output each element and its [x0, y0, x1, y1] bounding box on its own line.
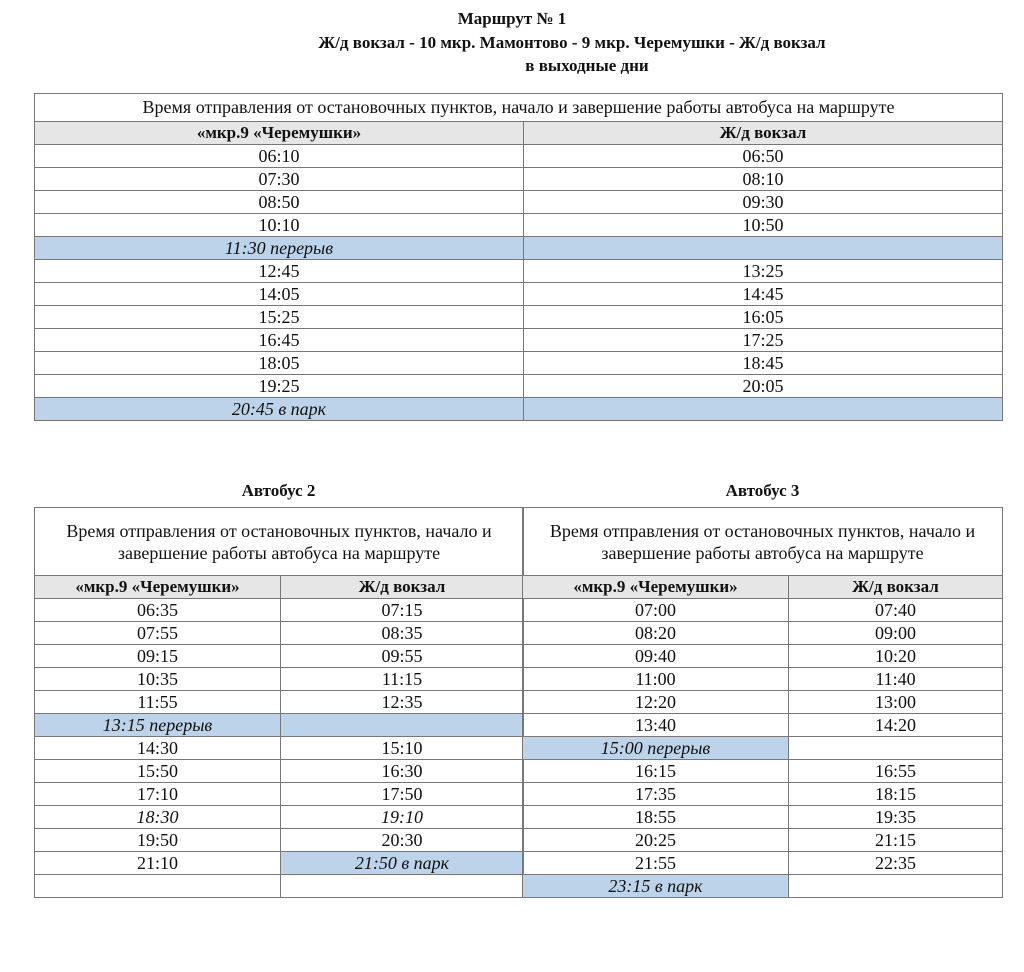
time-cell-cheremushki: 21:55: [523, 852, 789, 875]
column-header-cheremushki: «мкр.9 «Черемушки»: [35, 122, 524, 145]
route-title: Маршрут № 1: [457, 9, 567, 28]
column-header-cheremushki: «мкр.9 «Черемушки»: [523, 576, 789, 599]
table-row: [35, 737, 524, 760]
time-cell-cheremushki: [35, 875, 281, 898]
time-cell-station: 10:20: [789, 645, 1003, 668]
time-cell-station: 21:50 в парк: [281, 852, 524, 875]
time-cell-cheremushki: 20:25: [523, 829, 789, 852]
column-header-cheremushki: «мкр.9 «Черемушки»: [35, 576, 281, 599]
table-row: [35, 691, 524, 714]
table-row: [35, 783, 524, 806]
time-cell-cheremushki: 11:00: [523, 668, 789, 691]
time-cell-cheremushki: 14:05: [35, 283, 524, 306]
table-row: [35, 306, 1003, 329]
intro-cell: Время отправления от остановочных пунктов, начало и завершение работы автобуса на маршруте: [523, 508, 1003, 576]
table-row: [35, 714, 524, 737]
time-cell-cheremushki: 06:35: [35, 599, 281, 622]
time-cell-cheremushki: 11:30 перерыв: [35, 237, 524, 260]
time-cell-station: 11:15: [281, 668, 524, 691]
time-cell-station: 19:35: [789, 806, 1003, 829]
time-cell-station: 16:55: [789, 760, 1003, 783]
table-row: [523, 714, 1003, 737]
time-cell-station: 06:50: [524, 145, 1003, 168]
table-row: [523, 875, 1003, 898]
table-row: [35, 852, 524, 875]
time-cell-cheremushki: 17:10: [35, 783, 281, 806]
time-cell-station: 20:30: [281, 829, 524, 852]
table-row: [35, 806, 524, 829]
time-cell-station: 17:25: [524, 329, 1003, 352]
time-cell-cheremushki: 06:10: [35, 145, 524, 168]
time-cell-station: 16:30: [281, 760, 524, 783]
table-row: [35, 875, 524, 898]
time-cell-cheremushki: 15:50: [35, 760, 281, 783]
route-path: Ж/д вокзал - 10 мкр. Мамонтово - 9 мкр. Черемушки - Ж/д вокзал: [318, 33, 826, 52]
bus3-schedule-table: [522, 507, 1003, 898]
time-cell-station: 11:40: [789, 668, 1003, 691]
column-header-station: Ж/д вокзал: [789, 576, 1003, 599]
table-row: [35, 398, 1003, 421]
table-row: [35, 352, 1003, 375]
table-row: [35, 622, 524, 645]
time-cell-cheremushki: 08:20: [523, 622, 789, 645]
time-cell-station: [281, 875, 524, 898]
column-header-station: Ж/д вокзал: [524, 122, 1003, 145]
table-row: [35, 645, 524, 668]
table-row: [523, 829, 1003, 852]
time-cell-station: 09:30: [524, 191, 1003, 214]
table-row: [35, 145, 1003, 168]
header-row: [523, 576, 1003, 599]
time-cell-cheremushki: 21:10: [35, 852, 281, 875]
time-cell-cheremushki: 07:30: [35, 168, 524, 191]
time-cell-station: 14:20: [789, 714, 1003, 737]
bus2-schedule-table: [34, 507, 524, 898]
bus1-schedule-table: [34, 93, 1003, 421]
table-row: [35, 168, 1003, 191]
table-row: [35, 191, 1003, 214]
time-cell-station: 12:35: [281, 691, 524, 714]
intro-row: [523, 508, 1003, 576]
time-cell-cheremushki: 18:55: [523, 806, 789, 829]
table-row: [35, 329, 1003, 352]
time-cell-cheremushki: 18:05: [35, 352, 524, 375]
table-row: [35, 829, 524, 852]
table-row: [523, 622, 1003, 645]
time-cell-station: 09:55: [281, 645, 524, 668]
time-cell-station: 07:40: [789, 599, 1003, 622]
table-row: [523, 806, 1003, 829]
time-cell-station: [789, 875, 1003, 898]
table-row: [35, 760, 524, 783]
table-row: [523, 668, 1003, 691]
bus3-label: Автобус 3: [725, 481, 800, 500]
time-cell-cheremushki: 16:15: [523, 760, 789, 783]
time-cell-cheremushki: 13:40: [523, 714, 789, 737]
time-cell-station: 22:35: [789, 852, 1003, 875]
time-cell-cheremushki: 20:45 в парк: [35, 398, 524, 421]
time-cell-station: [524, 398, 1003, 421]
table-row: [35, 214, 1003, 237]
intro-row: [35, 94, 1003, 122]
time-cell-station: 16:05: [524, 306, 1003, 329]
time-cell-station: 08:35: [281, 622, 524, 645]
time-cell-station: 18:45: [524, 352, 1003, 375]
time-cell-station: [524, 237, 1003, 260]
time-cell-station: 20:05: [524, 375, 1003, 398]
table-row: [523, 737, 1003, 760]
table-row: [523, 783, 1003, 806]
route-days: в выходные дни: [525, 56, 649, 75]
table-row: [523, 760, 1003, 783]
table-row: [35, 283, 1003, 306]
time-cell-station: [789, 737, 1003, 760]
table-row: [35, 668, 524, 691]
header-row: [35, 576, 524, 599]
time-cell-cheremushki: 23:15 в парк: [523, 875, 789, 898]
time-cell-station: 17:50: [281, 783, 524, 806]
time-cell-cheremushki: 15:00 перерыв: [523, 737, 789, 760]
header-row: [35, 122, 1003, 145]
time-cell-cheremushki: 16:45: [35, 329, 524, 352]
table-row: [523, 852, 1003, 875]
bus2-label: Автобус 2: [241, 481, 316, 500]
time-cell-station: 14:45: [524, 283, 1003, 306]
time-cell-station: 13:00: [789, 691, 1003, 714]
intro-cell: Время отправления от остановочных пунктов, начало и завершение работы автобуса на маршруте: [35, 508, 524, 576]
time-cell-cheremushki: 15:25: [35, 306, 524, 329]
time-cell-cheremushki: 18:30: [35, 806, 281, 829]
time-cell-station: 13:25: [524, 260, 1003, 283]
time-cell-station: 18:15: [789, 783, 1003, 806]
time-cell-cheremushki: 07:55: [35, 622, 281, 645]
intro-row: [35, 508, 524, 576]
time-cell-cheremushki: 10:35: [35, 668, 281, 691]
time-cell-station: 19:10: [281, 806, 524, 829]
time-cell-cheremushki: 09:15: [35, 645, 281, 668]
table-row: [523, 599, 1003, 622]
time-cell-cheremushki: 12:20: [523, 691, 789, 714]
time-cell-cheremushki: 10:10: [35, 214, 524, 237]
intro-cell: Время отправления от остановочных пунктов, начало и завершение работы автобуса на маршруте: [35, 94, 1003, 122]
time-cell-station: 08:10: [524, 168, 1003, 191]
time-cell-station: 09:00: [789, 622, 1003, 645]
time-cell-station: 07:15: [281, 599, 524, 622]
time-cell-cheremushki: 12:45: [35, 260, 524, 283]
table-row: [523, 645, 1003, 668]
time-cell-station: 21:15: [789, 829, 1003, 852]
time-cell-station: [281, 714, 524, 737]
table-row: [35, 237, 1003, 260]
time-cell-station: 10:50: [524, 214, 1003, 237]
time-cell-cheremushki: 13:15 перерыв: [35, 714, 281, 737]
table-row: [523, 691, 1003, 714]
table-row: [35, 599, 524, 622]
time-cell-cheremushki: 09:40: [523, 645, 789, 668]
time-cell-station: 15:10: [281, 737, 524, 760]
time-cell-cheremushki: 07:00: [523, 599, 789, 622]
column-header-station: Ж/д вокзал: [281, 576, 524, 599]
table-row: [35, 375, 1003, 398]
table-row: [35, 260, 1003, 283]
time-cell-cheremushki: 19:50: [35, 829, 281, 852]
time-cell-cheremushki: 17:35: [523, 783, 789, 806]
time-cell-cheremushki: 11:55: [35, 691, 281, 714]
time-cell-cheremushki: 14:30: [35, 737, 281, 760]
time-cell-cheremushki: 19:25: [35, 375, 524, 398]
time-cell-cheremushki: 08:50: [35, 191, 524, 214]
